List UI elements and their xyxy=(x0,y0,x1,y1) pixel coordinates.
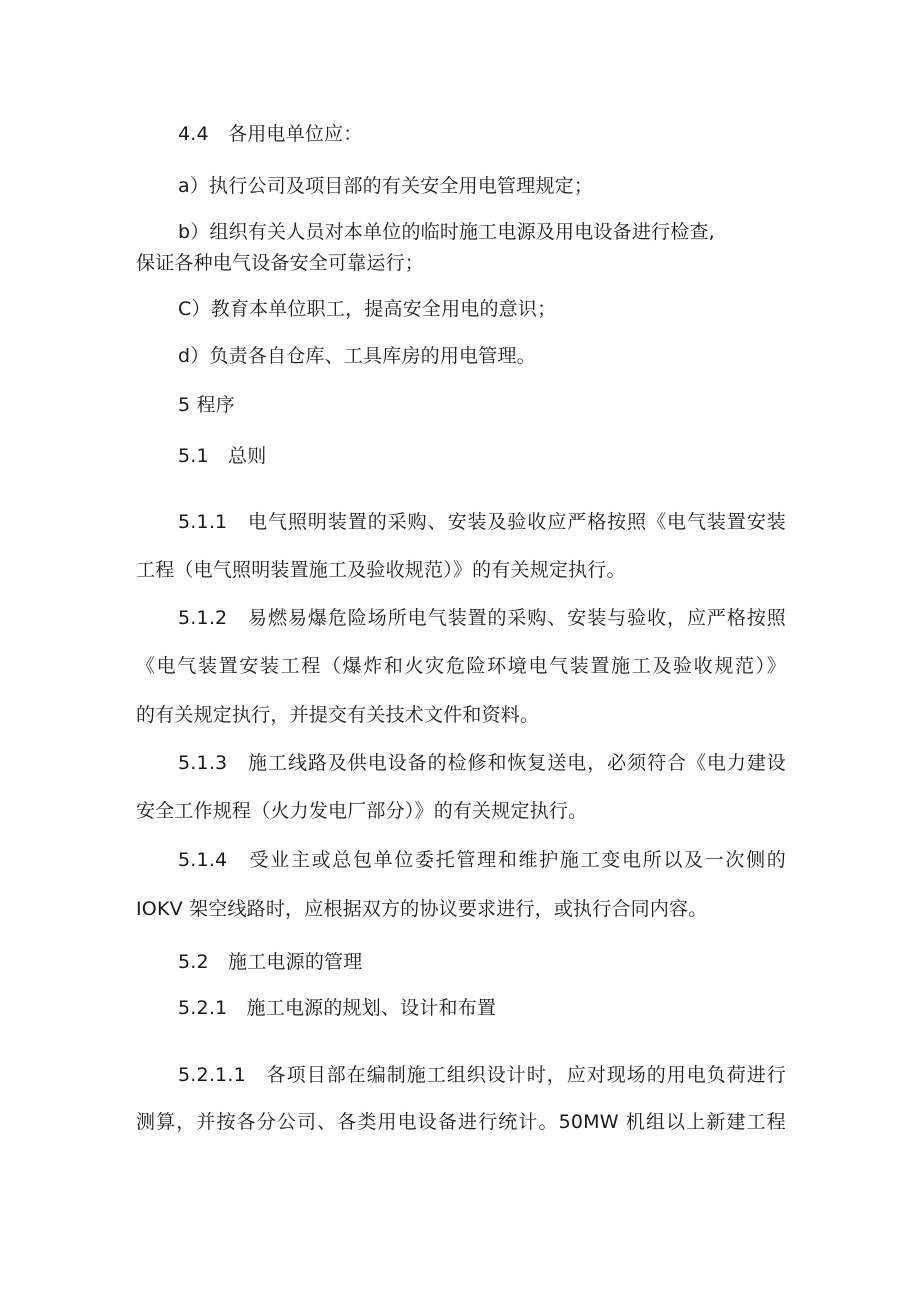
section-5-1-2-line-3: 的有关规定执行，并提交有关技术文件和资料。 xyxy=(136,704,540,726)
section-5-1-2-line-1: 5.1.2 易燃易爆危险场所电气装置的采购、安装与验收，应严格按照 xyxy=(178,607,786,629)
section-5-1-3-line-1: 5.1.3 施工线路及供电设备的检修和恢复送电，必须符合《电力建设 xyxy=(178,752,786,774)
item-d: d）负责各自仓库、工具库房的用电管理。 xyxy=(178,345,536,367)
section-5-1-3-line-2: 安全工作规程（火力发电厂部分）》的有关规定执行。 xyxy=(136,800,588,822)
section-5-1-1-line-1: 5.1.1 电气照明装置的采购、安装及验收应严格按照《电气装置安装 xyxy=(178,511,786,533)
section-5-1-4-line-2: IOKV 架空线路时，应根据双方的协议要求进行，或执行合同内容。 xyxy=(136,898,708,920)
item-c: C）教育本单位职工，提高安全用电的意识； xyxy=(178,298,557,320)
section-4-4-heading: 4.4 各用电单位应： xyxy=(178,123,363,145)
item-b-line-2: 保证各种电气设备安全可靠运行； xyxy=(136,252,425,274)
section-5-2-1-heading: 5.2.1 施工电源的规划、设计和布置 xyxy=(178,997,497,1019)
section-5-2-heading: 5.2 施工电源的管理 xyxy=(178,951,363,973)
section-5-1-2-line-2: 《电气装置安装工程（爆炸和火灾危险环境电气装置施工及验收规范）》 xyxy=(136,655,786,677)
section-5-1-heading: 5.1 总则 xyxy=(178,445,267,467)
section-5-heading: 5 程序 xyxy=(178,394,235,416)
section-5-2-1-1-line-1: 5.2.1.1 各项目部在编制施工组织设计时，应对现场的用电负荷进行 xyxy=(178,1064,786,1086)
section-5-1-4-line-1: 5.1.4 受业主或总包单位委托管理和维护施工变电所以及一次侧的 xyxy=(178,849,786,871)
section-5-1-1-line-2: 工程（电气照明装置施工及验收规范）》的有关规定执行。 xyxy=(136,559,626,581)
section-5-2-1-1-line-2: 测算，并按各分公司、各类用电设备进行统计。50MW 机组以上新建工程 xyxy=(136,1111,786,1133)
item-a: a）执行公司及项目部的有关安全用电管理规定； xyxy=(178,175,594,197)
item-b-line-1: b）组织有关人员对本单位的临时施工电源及用电设备进行检查, xyxy=(178,221,715,243)
